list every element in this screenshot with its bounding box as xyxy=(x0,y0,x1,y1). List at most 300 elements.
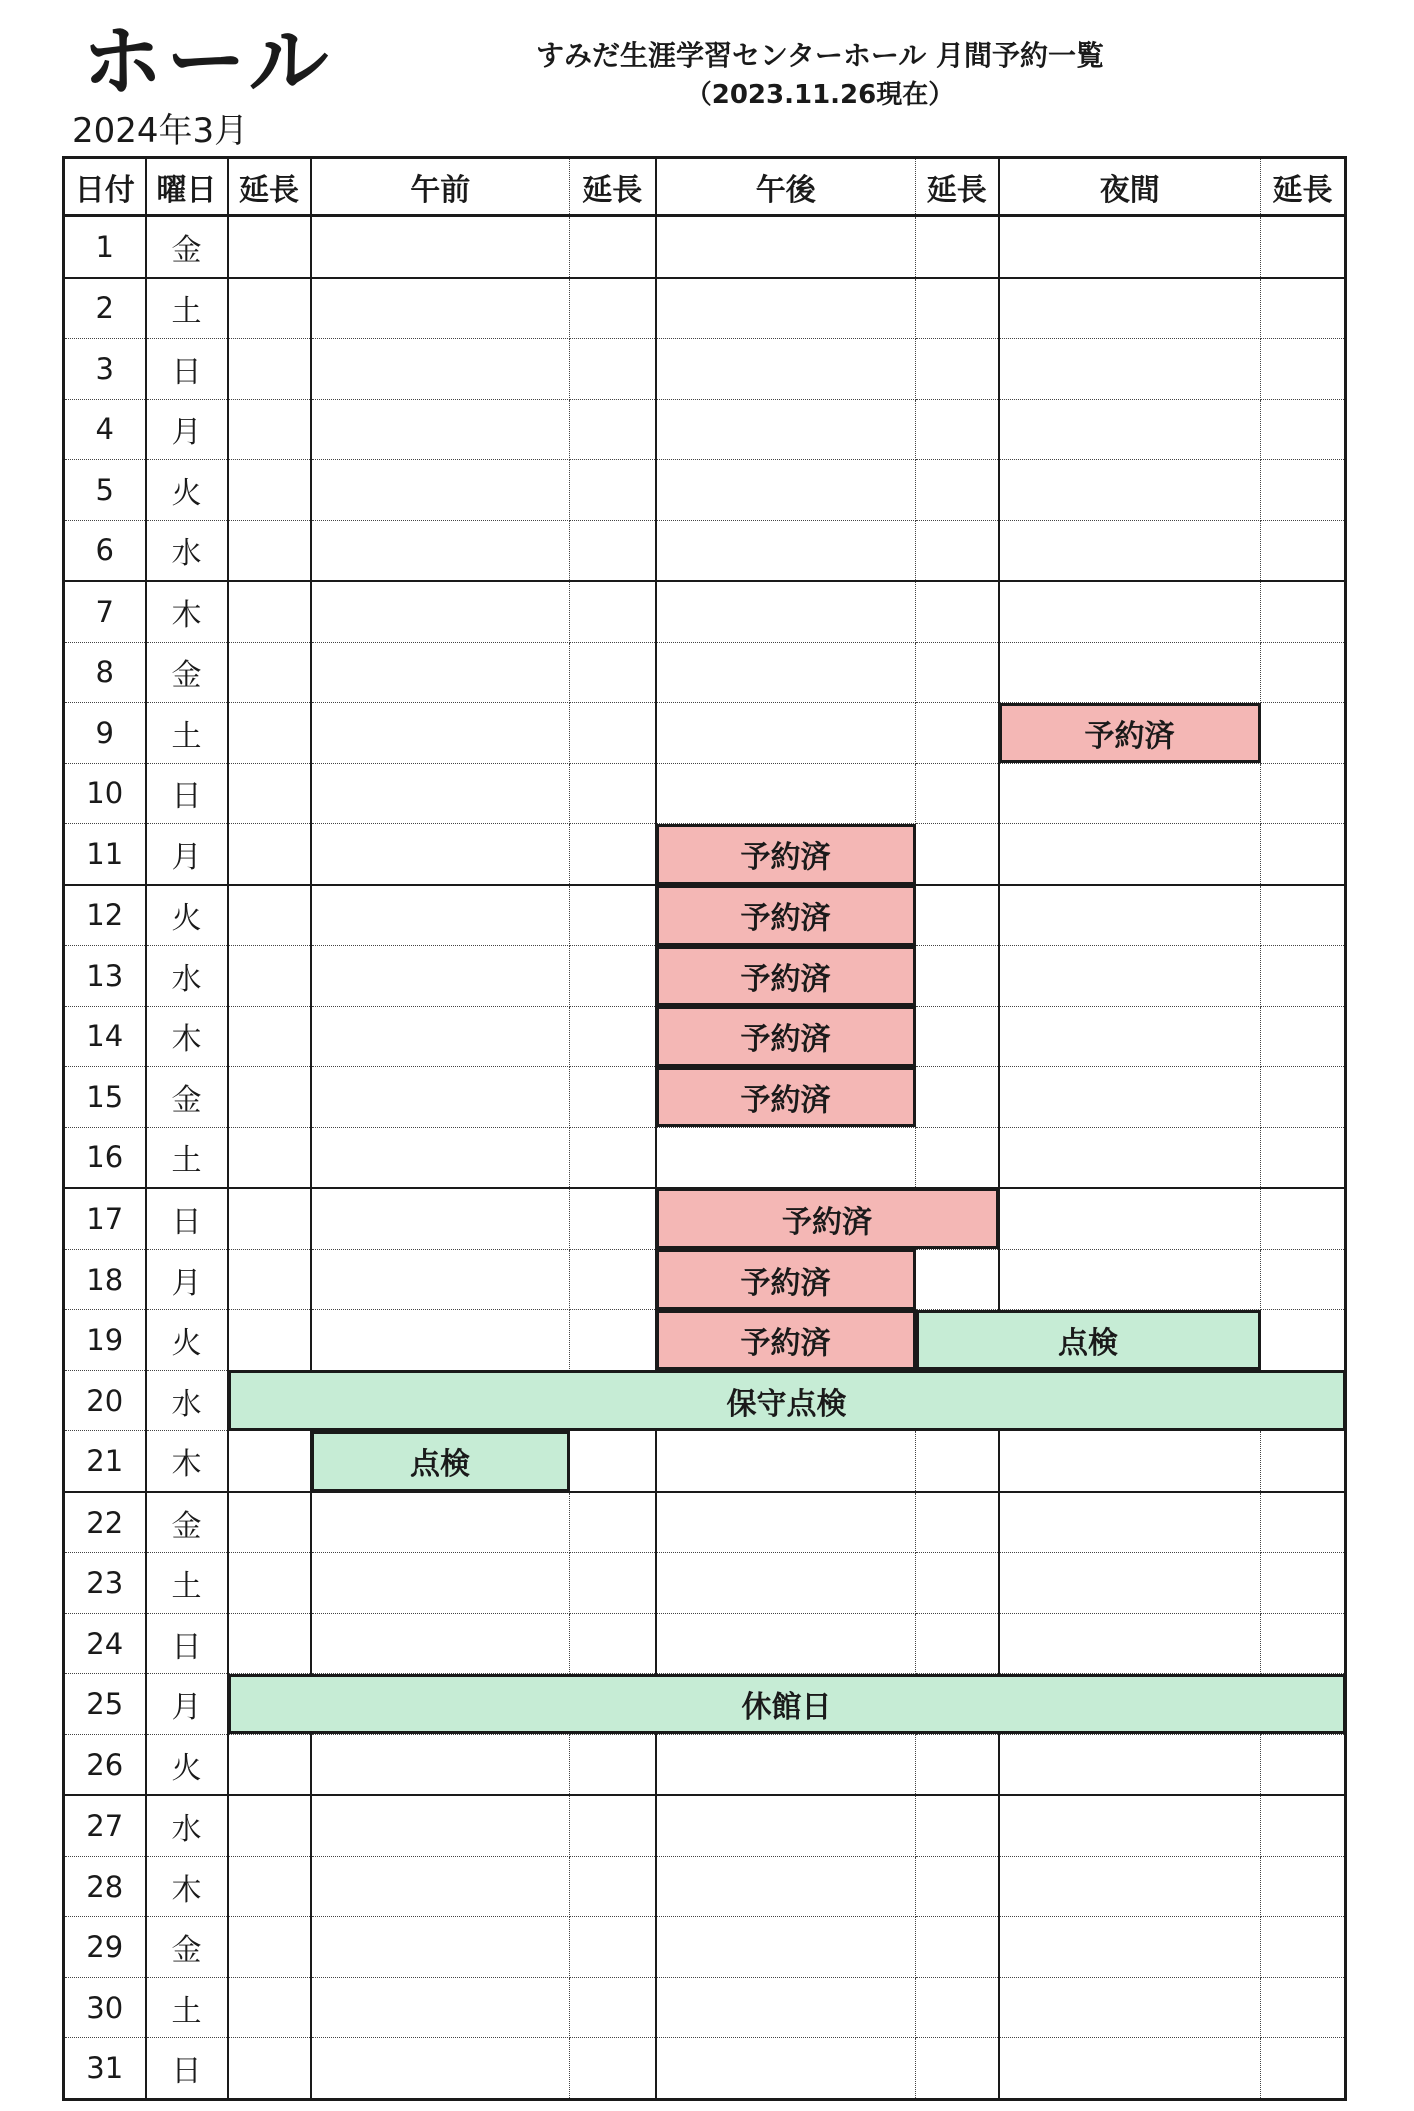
date-cell: 4 xyxy=(64,399,146,460)
slot-cell-night xyxy=(999,885,1261,946)
table-row xyxy=(64,824,1346,885)
slot-cell-ext4 xyxy=(1261,1856,1346,1917)
slot-cell-am xyxy=(311,1006,570,1067)
slot-cell-ext2 xyxy=(570,2038,656,2100)
slot-cell-ext2 xyxy=(570,824,656,885)
slot-cell-ext2 xyxy=(570,399,656,460)
slot-cell-ext4 xyxy=(1261,1006,1346,1067)
slot-cell-ext4 xyxy=(1261,1370,1346,1431)
slot-cell-ext4 xyxy=(1261,1977,1346,2038)
slot-cell-am xyxy=(311,1127,570,1188)
slot-cell-am xyxy=(311,460,570,521)
date-cell: 12 xyxy=(64,885,146,946)
slot-cell-ext2 xyxy=(570,1188,656,1249)
slot-cell-night xyxy=(999,824,1261,885)
slot-cell-ext1 xyxy=(228,1431,311,1492)
slot-cell-ext3 xyxy=(916,339,999,400)
slot-cell-ext2 xyxy=(570,1067,656,1128)
slot-cell-night xyxy=(999,1067,1261,1128)
table-row xyxy=(64,763,1346,824)
date-cell: 29 xyxy=(64,1917,146,1978)
slot-cell-night xyxy=(999,339,1261,400)
weekday-cell: 火 xyxy=(146,1310,228,1371)
slot-cell-pm xyxy=(656,885,916,946)
slot-cell-night xyxy=(999,1795,1261,1856)
table-row xyxy=(64,1067,1346,1128)
weekday-cell: 月 xyxy=(146,1249,228,1310)
slot-cell-night xyxy=(999,520,1261,581)
date-cell: 18 xyxy=(64,1249,146,1310)
slot-cell-ext3 xyxy=(916,1856,999,1917)
slot-cell-night xyxy=(999,1492,1261,1553)
slot-cell-ext4 xyxy=(1261,1734,1346,1795)
slot-cell-ext4 xyxy=(1261,1310,1346,1371)
slot-cell-night xyxy=(999,1734,1261,1795)
slot-cell-ext2 xyxy=(570,1917,656,1978)
slot-cell-am xyxy=(311,1977,570,2038)
slot-cell-ext1 xyxy=(228,1856,311,1917)
slot-cell-ext2 xyxy=(570,1310,656,1371)
slot-cell-am xyxy=(311,216,570,278)
weekday-cell: 木 xyxy=(146,581,228,642)
slot-cell-ext1 xyxy=(228,946,311,1007)
reserved-block: 予約済 xyxy=(656,1006,916,1067)
weekday-cell: 水 xyxy=(146,946,228,1007)
weekday-cell: 火 xyxy=(146,460,228,521)
slot-cell-ext4 xyxy=(1261,1127,1346,1188)
slot-cell-pm xyxy=(656,1613,916,1674)
slot-cell-ext1 xyxy=(228,1006,311,1067)
table-row xyxy=(64,1553,1346,1614)
slot-cell-ext2 xyxy=(570,278,656,339)
date-cell: 11 xyxy=(64,824,146,885)
slot-cell-ext2 xyxy=(570,703,656,764)
slot-cell-ext4 xyxy=(1261,1795,1346,1856)
slot-cell-ext3 xyxy=(916,1553,999,1614)
slot-cell-ext4 xyxy=(1261,1917,1346,1978)
slot-cell-ext4 xyxy=(1261,824,1346,885)
date-cell: 10 xyxy=(64,763,146,824)
reservation-table xyxy=(62,156,1347,2101)
slot-cell-night xyxy=(999,1917,1261,1978)
slot-cell-ext1 xyxy=(228,216,311,278)
table-row xyxy=(64,339,1346,400)
slot-cell-ext1 xyxy=(228,1553,311,1614)
date-cell: 20 xyxy=(64,1370,146,1431)
slot-cell-ext3 xyxy=(916,1249,999,1310)
table-row xyxy=(64,1431,1346,1492)
slot-cell-ext2 xyxy=(570,520,656,581)
weekday-cell: 金 xyxy=(146,1067,228,1128)
slot-cell-ext1 xyxy=(228,1917,311,1978)
date-cell: 31 xyxy=(64,2038,146,2100)
facility-subtitle: すみだ生涯学習センターホール 月間予約一覧 xyxy=(535,39,1105,72)
weekday-cell: 水 xyxy=(146,1370,228,1431)
date-cell: 19 xyxy=(64,1310,146,1371)
slot-cell-ext3 xyxy=(916,1127,999,1188)
slot-cell-am xyxy=(311,1188,570,1249)
table-row xyxy=(64,278,1346,339)
slot-cell-ext3 xyxy=(916,1006,999,1067)
date-cell: 16 xyxy=(64,1127,146,1188)
reserved-block: 予約済 xyxy=(999,703,1261,764)
slot-cell-ext1 xyxy=(228,2038,311,2100)
date-cell: 14 xyxy=(64,1006,146,1067)
slot-cell-ext1 xyxy=(228,885,311,946)
slot-cell-pm xyxy=(656,824,916,885)
column-header-ext1: 延長 xyxy=(228,158,311,216)
slot-cell-night xyxy=(999,1613,1261,1674)
weekday-cell: 火 xyxy=(146,885,228,946)
slot-cell-am xyxy=(311,278,570,339)
slot-cell-am xyxy=(311,1734,570,1795)
slot-cell-ext1 xyxy=(228,581,311,642)
slot-cell-ext2 xyxy=(570,216,656,278)
slot-cell-ext4 xyxy=(1261,1613,1346,1674)
slot-cell-am xyxy=(311,763,570,824)
slot-cell-night xyxy=(999,1431,1261,1492)
slot-cell-ext4 xyxy=(1261,1067,1346,1128)
weekday-cell: 土 xyxy=(146,1127,228,1188)
slot-cell-ext2 xyxy=(570,1856,656,1917)
slot-cell-ext3 xyxy=(916,278,999,339)
table-row xyxy=(64,1006,1346,1067)
slot-cell-ext3 xyxy=(916,642,999,703)
slot-cell-ext3 xyxy=(916,1613,999,1674)
slot-cell-ext3 xyxy=(916,1310,999,1371)
date-cell: 7 xyxy=(64,581,146,642)
slot-cell-night xyxy=(999,278,1261,339)
table-row xyxy=(64,1795,1346,1856)
slot-cell-ext2 xyxy=(570,1553,656,1614)
table-row xyxy=(64,1249,1346,1310)
slot-cell-night xyxy=(999,763,1261,824)
slot-cell-ext4 xyxy=(1261,1249,1346,1310)
date-cell: 6 xyxy=(64,520,146,581)
table-row xyxy=(64,885,1346,946)
slot-cell-pm xyxy=(656,946,916,1007)
weekday-cell: 土 xyxy=(146,1977,228,2038)
slot-cell-ext1 xyxy=(228,1734,311,1795)
slot-cell-night xyxy=(999,1856,1261,1917)
slot-cell-pm xyxy=(656,216,916,278)
weekday-cell: 土 xyxy=(146,1553,228,1614)
reserved-block: 予約済 xyxy=(656,1067,916,1128)
slot-cell-ext1 xyxy=(228,399,311,460)
slot-cell-ext2 xyxy=(570,1734,656,1795)
slot-cell-ext2 xyxy=(570,1977,656,2038)
slot-cell-ext4 xyxy=(1261,581,1346,642)
slot-cell-ext1 xyxy=(228,1613,311,1674)
slot-cell-ext3 xyxy=(916,703,999,764)
reserved-block: 予約済 xyxy=(656,946,916,1007)
slot-cell-night xyxy=(999,460,1261,521)
table-row xyxy=(64,1674,1346,1735)
table-row xyxy=(64,1977,1346,2038)
slot-cell-ext1 xyxy=(228,1795,311,1856)
weekday-cell: 木 xyxy=(146,1856,228,1917)
slot-cell-pm xyxy=(656,1795,916,1856)
slot-cell-am xyxy=(311,1492,570,1553)
slot-cell-ext3 xyxy=(916,1188,999,1249)
weekday-cell: 金 xyxy=(146,642,228,703)
slot-cell-ext2 xyxy=(570,1674,656,1735)
slot-cell-ext4 xyxy=(1261,946,1346,1007)
weekday-cell: 火 xyxy=(146,1734,228,1795)
slot-cell-night xyxy=(999,642,1261,703)
weekday-cell: 水 xyxy=(146,520,228,581)
slot-cell-ext3 xyxy=(916,2038,999,2100)
weekday-cell: 土 xyxy=(146,703,228,764)
slot-cell-ext2 xyxy=(570,1006,656,1067)
slot-cell-pm xyxy=(656,520,916,581)
slot-cell-ext1 xyxy=(228,642,311,703)
slot-cell-pm xyxy=(656,1310,916,1371)
date-cell: 9 xyxy=(64,703,146,764)
slot-cell-ext3 xyxy=(916,399,999,460)
slot-cell-ext3 xyxy=(916,216,999,278)
table-row xyxy=(64,460,1346,521)
slot-cell-pm xyxy=(656,1856,916,1917)
slot-cell-ext4 xyxy=(1261,399,1346,460)
page-title: ホール xyxy=(82,15,333,108)
slot-cell-night xyxy=(999,1553,1261,1614)
maintenance-block: 保守点検 xyxy=(228,1370,1346,1431)
as-of-date: （2023.11.26現在） xyxy=(685,80,955,110)
slot-cell-ext1 xyxy=(228,1370,311,1431)
reserved-block: 予約済 xyxy=(656,824,916,885)
slot-cell-pm xyxy=(656,278,916,339)
date-cell: 8 xyxy=(64,642,146,703)
slot-cell-pm xyxy=(656,1249,916,1310)
slot-cell-pm xyxy=(656,581,916,642)
slot-cell-ext4 xyxy=(1261,1492,1346,1553)
slot-cell-ext1 xyxy=(228,278,311,339)
slot-cell-ext1 xyxy=(228,1067,311,1128)
slot-cell-night xyxy=(999,399,1261,460)
slot-cell-ext4 xyxy=(1261,703,1346,764)
slot-cell-night xyxy=(999,1188,1261,1249)
slot-cell-pm xyxy=(656,2038,916,2100)
slot-cell-am xyxy=(311,824,570,885)
slot-cell-night xyxy=(999,1370,1261,1431)
maintenance-block: 点検 xyxy=(311,1431,570,1492)
slot-cell-am xyxy=(311,1431,570,1492)
slot-cell-ext1 xyxy=(228,1127,311,1188)
weekday-cell: 金 xyxy=(146,1492,228,1553)
date-cell: 21 xyxy=(64,1431,146,1492)
slot-cell-ext2 xyxy=(570,1492,656,1553)
reserved-block: 予約済 xyxy=(656,1188,999,1249)
slot-cell-ext2 xyxy=(570,1127,656,1188)
slot-cell-pm xyxy=(656,703,916,764)
slot-cell-ext4 xyxy=(1261,278,1346,339)
table-row xyxy=(64,520,1346,581)
slot-cell-pm xyxy=(656,1492,916,1553)
slot-cell-ext2 xyxy=(570,460,656,521)
date-cell: 26 xyxy=(64,1734,146,1795)
slot-cell-night xyxy=(999,1310,1261,1371)
maintenance-block: 休館日 xyxy=(228,1674,1346,1735)
table-row xyxy=(64,1856,1346,1917)
slot-cell-ext1 xyxy=(228,1674,311,1735)
slot-cell-ext3 xyxy=(916,946,999,1007)
slot-cell-am xyxy=(311,581,570,642)
slot-cell-ext3 xyxy=(916,763,999,824)
weekday-cell: 日 xyxy=(146,2038,228,2100)
slot-cell-ext3 xyxy=(916,1795,999,1856)
slot-cell-am xyxy=(311,520,570,581)
slot-cell-ext4 xyxy=(1261,520,1346,581)
slot-cell-ext2 xyxy=(570,763,656,824)
slot-cell-ext2 xyxy=(570,581,656,642)
column-header-ext2: 延長 xyxy=(570,158,656,216)
slot-cell-pm xyxy=(656,460,916,521)
slot-cell-ext2 xyxy=(570,1431,656,1492)
date-cell: 3 xyxy=(64,339,146,400)
weekday-cell: 日 xyxy=(146,1613,228,1674)
slot-cell-pm xyxy=(656,1553,916,1614)
slot-cell-am xyxy=(311,1553,570,1614)
slot-cell-ext3 xyxy=(916,460,999,521)
slot-cell-ext3 xyxy=(916,1067,999,1128)
maintenance-block: 点検 xyxy=(916,1310,1261,1371)
slot-cell-ext1 xyxy=(228,1977,311,2038)
reserved-block: 予約済 xyxy=(656,885,916,946)
slot-cell-ext4 xyxy=(1261,885,1346,946)
slot-cell-ext3 xyxy=(916,1674,999,1735)
slot-cell-night xyxy=(999,2038,1261,2100)
weekday-cell: 日 xyxy=(146,763,228,824)
table-row xyxy=(64,1734,1346,1795)
slot-cell-night xyxy=(999,1674,1261,1735)
slot-cell-night xyxy=(999,581,1261,642)
slot-cell-ext4 xyxy=(1261,2038,1346,2100)
slot-cell-ext1 xyxy=(228,824,311,885)
weekday-cell: 日 xyxy=(146,339,228,400)
slot-cell-am xyxy=(311,1795,570,1856)
slot-cell-ext2 xyxy=(570,642,656,703)
slot-cell-ext1 xyxy=(228,1310,311,1371)
slot-cell-ext3 xyxy=(916,1917,999,1978)
calendar-grid xyxy=(62,156,1344,2101)
table-row xyxy=(64,1613,1346,1674)
slot-cell-pm xyxy=(656,339,916,400)
slot-cell-night xyxy=(999,703,1261,764)
weekday-cell: 木 xyxy=(146,1006,228,1067)
slot-cell-ext1 xyxy=(228,1188,311,1249)
slot-cell-night xyxy=(999,1127,1261,1188)
slot-cell-pm xyxy=(656,1734,916,1795)
slot-cell-am xyxy=(311,1370,570,1431)
table-row xyxy=(64,1492,1346,1553)
date-cell: 25 xyxy=(64,1674,146,1735)
slot-cell-ext2 xyxy=(570,946,656,1007)
weekday-cell: 月 xyxy=(146,824,228,885)
date-cell: 2 xyxy=(64,278,146,339)
slot-cell-am xyxy=(311,703,570,764)
date-cell: 24 xyxy=(64,1613,146,1674)
slot-cell-pm xyxy=(656,399,916,460)
slot-cell-ext3 xyxy=(916,885,999,946)
table-row xyxy=(64,581,1346,642)
weekday-cell: 木 xyxy=(146,1431,228,1492)
slot-cell-pm xyxy=(656,1188,916,1249)
date-cell: 15 xyxy=(64,1067,146,1128)
slot-cell-night xyxy=(999,1977,1261,2038)
slot-cell-night xyxy=(999,216,1261,278)
slot-cell-ext2 xyxy=(570,1795,656,1856)
column-header-pm: 午後 xyxy=(656,158,916,216)
slot-cell-pm xyxy=(656,1006,916,1067)
slot-cell-am xyxy=(311,642,570,703)
table-row xyxy=(64,1370,1346,1431)
weekday-cell: 土 xyxy=(146,278,228,339)
slot-cell-ext4 xyxy=(1261,763,1346,824)
month-label: 2024年3月 xyxy=(72,111,249,151)
reserved-block: 予約済 xyxy=(656,1310,916,1371)
slot-cell-am xyxy=(311,339,570,400)
slot-cell-ext1 xyxy=(228,1492,311,1553)
weekday-cell: 月 xyxy=(146,399,228,460)
table-row xyxy=(64,1127,1346,1188)
slot-cell-pm xyxy=(656,763,916,824)
date-cell: 17 xyxy=(64,1188,146,1249)
date-cell: 1 xyxy=(64,216,146,278)
weekday-cell: 金 xyxy=(146,216,228,278)
table-row xyxy=(64,2038,1346,2100)
slot-cell-ext1 xyxy=(228,1249,311,1310)
table-row xyxy=(64,642,1346,703)
slot-cell-am xyxy=(311,885,570,946)
slot-cell-ext1 xyxy=(228,460,311,521)
slot-cell-am xyxy=(311,399,570,460)
column-header-weekday: 曜日 xyxy=(146,158,228,216)
slot-cell-ext2 xyxy=(570,1249,656,1310)
slot-cell-ext4 xyxy=(1261,642,1346,703)
slot-cell-ext4 xyxy=(1261,460,1346,521)
table-row xyxy=(64,216,1346,278)
slot-cell-ext4 xyxy=(1261,1431,1346,1492)
slot-cell-am xyxy=(311,2038,570,2100)
slot-cell-ext4 xyxy=(1261,1553,1346,1614)
table-row xyxy=(64,703,1346,764)
slot-cell-am xyxy=(311,1917,570,1978)
slot-cell-pm xyxy=(656,1977,916,2038)
table-row xyxy=(64,1917,1346,1978)
slot-cell-night xyxy=(999,946,1261,1007)
slot-cell-am xyxy=(311,1249,570,1310)
table-row xyxy=(64,399,1346,460)
slot-cell-ext1 xyxy=(228,520,311,581)
slot-cell-ext4 xyxy=(1261,339,1346,400)
slot-cell-am xyxy=(311,1067,570,1128)
slot-cell-am xyxy=(311,946,570,1007)
slot-cell-ext3 xyxy=(916,520,999,581)
column-header-ext4: 延長 xyxy=(1261,158,1346,216)
weekday-cell: 水 xyxy=(146,1795,228,1856)
weekday-cell: 金 xyxy=(146,1917,228,1978)
slot-cell-ext1 xyxy=(228,339,311,400)
date-cell: 30 xyxy=(64,1977,146,2038)
table-row xyxy=(64,1188,1346,1249)
date-cell: 27 xyxy=(64,1795,146,1856)
slot-cell-ext2 xyxy=(570,1370,656,1431)
slot-cell-ext3 xyxy=(916,1492,999,1553)
slot-cell-ext4 xyxy=(1261,1674,1346,1735)
slot-cell-night xyxy=(999,1006,1261,1067)
column-header-ext3: 延長 xyxy=(916,158,999,216)
